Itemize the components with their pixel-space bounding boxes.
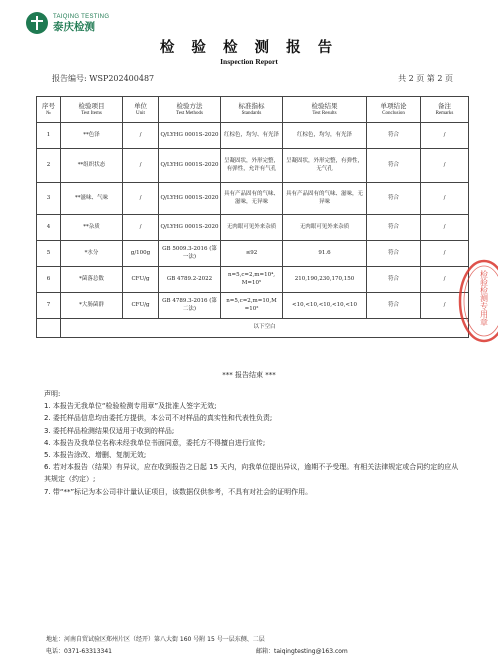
declaration-item: 4. 本报告及我单位名称未经我单位书面同意，委托方不得擅自进行宣传; — [44, 438, 266, 447]
declaration-item: 2. 委托样品信息均由委托方提供，本公司不对样品的真实性和代表性负责; — [44, 414, 273, 423]
test-results-table — [36, 96, 469, 338]
header-number: 序号 № — [37, 97, 61, 123]
cell-conclusion: 符合 — [367, 215, 421, 241]
report-end-marker: *** 报告结束 *** — [222, 371, 276, 379]
table-row — [37, 123, 469, 149]
cell-unit: / — [123, 149, 159, 183]
cell-item: *水分 — [61, 241, 123, 267]
cell-result: 具有产品固有的气味、滋味，无异味 — [283, 183, 367, 215]
cell-standard: 红棕色，均匀、有光泽 — [221, 123, 283, 149]
cell-standard: 无肉眼可见外来杂质 — [221, 215, 283, 241]
declaration-item: 6. 若对本报告（结果）有异议，应在收到报告之日起 15 天内，向我单位提出异议，逾期不予受理。有相关法律规定或合同约定的应从其规定（约定）; — [44, 463, 459, 484]
cell-conclusion: 符合 — [367, 293, 421, 319]
page-indicator: 共 2 页 第 2 页 — [398, 74, 453, 83]
cell-remarks: / — [421, 149, 469, 183]
cell-remarks: / — [421, 267, 469, 293]
table-row — [37, 149, 469, 183]
cell-method: Q/LYHG 0001S-2020 — [159, 215, 221, 241]
report-title-english: Inspection Report — [220, 57, 278, 66]
cell-unit: / — [123, 215, 159, 241]
table-row — [37, 215, 469, 241]
header-test-methods: 检验方法 Test Methods — [159, 97, 221, 123]
footer — [46, 634, 348, 658]
table-row — [37, 267, 469, 293]
declaration-item: 7. 带“**”标记为本公司非计量认证项目，该数据仅供参考，不具有对社会的证明作用。 — [44, 487, 313, 496]
cell-method: GB 5009.3-2016 (第一法) — [159, 241, 221, 267]
report-title: 检 验 检 测 报 告 — [159, 40, 339, 56]
cell-standard: 具有产品固有的气味、滋味，无异味 — [221, 183, 283, 215]
cell-empty — [37, 319, 61, 338]
cell-method: GB 4789.2-2022 — [159, 267, 221, 293]
declaration-item: 3. 委托样品检测结果仅适用于收到的样品; — [44, 426, 175, 435]
company-logo — [26, 12, 109, 34]
footer-phone: 电话：0371-63313341 — [46, 648, 112, 655]
table-header-row — [37, 97, 469, 123]
cell-remarks: / — [421, 215, 469, 241]
header-test-results: 检验结果 Test Results — [283, 97, 367, 123]
cell-method: Q/LYHG 0001S-2020 — [159, 123, 221, 149]
cell-unit: CFU/g — [123, 293, 159, 319]
cell-item: *菌落总数 — [61, 267, 123, 293]
cell-number: 4 — [37, 215, 61, 241]
cell-result: 91.6 — [283, 241, 367, 267]
cell-standard: n=5,c=2,m=10⁴, M=10⁵ — [221, 267, 283, 293]
logo-icon — [26, 12, 48, 34]
cell-conclusion: 符合 — [367, 149, 421, 183]
cell-unit: g/100g — [123, 241, 159, 267]
header-test-items: 检验项目 Test Items — [61, 97, 123, 123]
cell-unit: / — [123, 123, 159, 149]
cell-item: **滋味、气味 — [61, 183, 123, 215]
footer-address: 地址：河南自贸试验区郑州片区（经开）第八大街 160 号附 15 号一层东侧、二层 — [46, 636, 265, 643]
cell-standard: ≤92 — [221, 241, 283, 267]
cell-result: <10,<10,<10,<10,<10 — [283, 293, 367, 319]
cell-conclusion: 符合 — [367, 183, 421, 215]
cell-method: GB 4789.3-2016 (第二法) — [159, 293, 221, 319]
cell-result: 无肉眼可见外来杂质 — [283, 215, 367, 241]
cell-method: Q/LYHG 0001S-2020 — [159, 183, 221, 215]
declaration-item: 1. 本报告无我单位“检验检测专用章”及批准人签字无效; — [44, 402, 217, 411]
stamp-text: 检验检测专用章 — [479, 270, 489, 326]
cell-item: **组织状态 — [61, 149, 123, 183]
table-row — [37, 293, 469, 319]
cell-result: 红棕色，均匀，有光泽 — [283, 123, 367, 149]
cell-number: 6 — [37, 267, 61, 293]
report-number: 报告编号: WSP202400487 — [52, 74, 155, 83]
declaration-title: 声明: — [44, 390, 61, 398]
cell-result: 210,190,230,170,150 — [283, 267, 367, 293]
cell-unit: / — [123, 183, 159, 215]
cell-standard: 呈凝固状，外形完整，有弹性，允许有气孔 — [221, 149, 283, 183]
cell-remarks: / — [421, 241, 469, 267]
cell-remarks: / — [421, 183, 469, 215]
cell-item: **杂质 — [61, 215, 123, 241]
cell-conclusion: 符合 — [367, 241, 421, 267]
cell-standard: n=5,c=2,m=10,M =10² — [221, 293, 283, 319]
table-row — [37, 241, 469, 267]
logo-english-name: TAIQING TESTING — [53, 13, 110, 20]
header-conclusion: 单项结论 Conclusion — [367, 97, 421, 123]
cell-remarks: / — [421, 293, 469, 319]
cell-number: 7 — [37, 293, 61, 319]
cell-result: 呈凝固状，外形完整，有弹性，无气孔 — [283, 149, 367, 183]
cell-number: 3 — [37, 183, 61, 215]
cell-conclusion: 符合 — [367, 123, 421, 149]
header-remarks: 备注 Remarks — [421, 97, 469, 123]
cell-method: Q/LYHG 0001S-2020 — [159, 149, 221, 183]
cell-conclusion: 符合 — [367, 267, 421, 293]
blank-below-label: 以下空白 — [61, 319, 469, 338]
cell-number: 2 — [37, 149, 61, 183]
declaration-item: 5. 本报告涂改、增删、复制无效; — [44, 451, 147, 460]
header-unit: 单位 Unit — [123, 97, 159, 123]
table-row — [37, 183, 469, 215]
declaration-section — [44, 388, 464, 498]
cell-unit: CFU/g — [123, 267, 159, 293]
cell-number: 5 — [37, 241, 61, 267]
logo-chinese-name: 泰庆检测 — [53, 20, 95, 33]
cell-item: **色泽 — [61, 123, 123, 149]
header-standards: 标准指标 Standards — [221, 97, 283, 123]
cell-remarks: / — [421, 123, 469, 149]
table-row-blank — [37, 319, 469, 338]
cell-number: 1 — [37, 123, 61, 149]
footer-email: 邮箱：taiqingtesting@163.com — [256, 648, 348, 655]
cell-item: *大肠菌群 — [61, 293, 123, 319]
